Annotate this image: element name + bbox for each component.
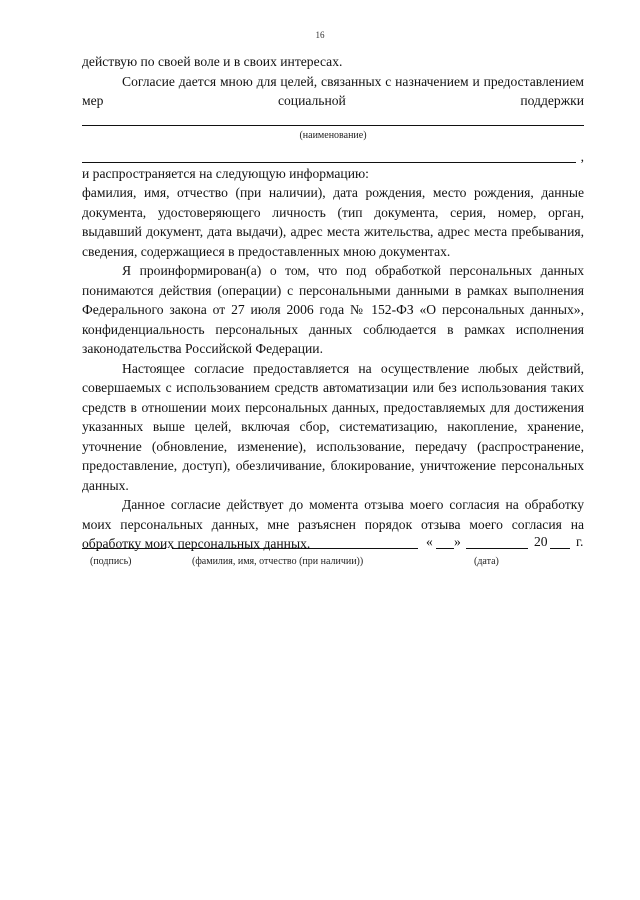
page-number: 16 (315, 30, 325, 40)
quote-close: » (454, 534, 461, 549)
line-comma: , (580, 149, 584, 164)
paragraph-informed: Я проинформирован(а) о том, что под обработкой персональных данных понимаются действия (операции) с персональными данными в рамках выполнения Федерального закона от 27 июля 2006 года № 152-ФЗ «О персональных данных», конфиденциальность персональных данных соблюдается в рамках исполнения законодательства Российской Федерации. (82, 263, 584, 356)
podpis-caption: (подпись) (90, 556, 132, 567)
signature-line (82, 548, 166, 549)
paragraph-info-list: фамилия, имя, отчество (при наличии), дата рождения, место рождения, данные документа, удостоверяющего личность (тип документа, серия, номер, орган, выдавший документ, дата выдачи), адрес места жительства, адрес места пребывания, сведения, содержащиеся в предоставленных мною документах. (82, 185, 584, 259)
year-prefix: 20 (534, 534, 548, 549)
purpose-fill-line-1 (82, 111, 584, 128)
date-caption: (дата) (474, 556, 499, 567)
paragraph-info-intro: и распространяется на следующую информацию: (82, 165, 369, 181)
paragraph-consent-actions: Настоящее согласие предоставляется на осуществление любых действий, совершаемых с использованием средств автоматизации или без использования таких средств в отношении моих персональных данных, предоставляемых для достижения указанных выше целей, включая сбор, систематизацию, накопление, хранение, уточнение (обновление, изменение), использование, передачу (распространение, предоставление, доступ), обезличивание, блокирование, уничтожение персональных данных. (82, 360, 584, 493)
purpose-fill-line-2 (82, 142, 584, 164)
signature-block (82, 534, 592, 584)
naimenovanie-caption: (наименование) (299, 129, 367, 141)
year-line (550, 548, 570, 549)
day-line (436, 548, 454, 549)
year-suffix: г. (576, 534, 584, 549)
month-line (466, 548, 528, 549)
paragraph-consent-validity: Данное согласие действует до момента отзыва моего согласия на обработку моих персональных данных, мне разъяснен порядок отзыва моего согласия на обработку моих персональных данных. (82, 497, 584, 551)
fio-caption: (фамилия, имя, отчество (при наличии)) (192, 556, 364, 567)
quote-open: « (426, 534, 433, 549)
paragraph-consent-purpose: Согласие дается мною для целей, связанных с назначением и предоставлением мер социальной поддержки (82, 73, 584, 108)
document-body (82, 52, 584, 554)
full-name-line (172, 548, 418, 549)
paragraph-intro-end: действую по своей воле и в своих интересах. (82, 54, 343, 69)
